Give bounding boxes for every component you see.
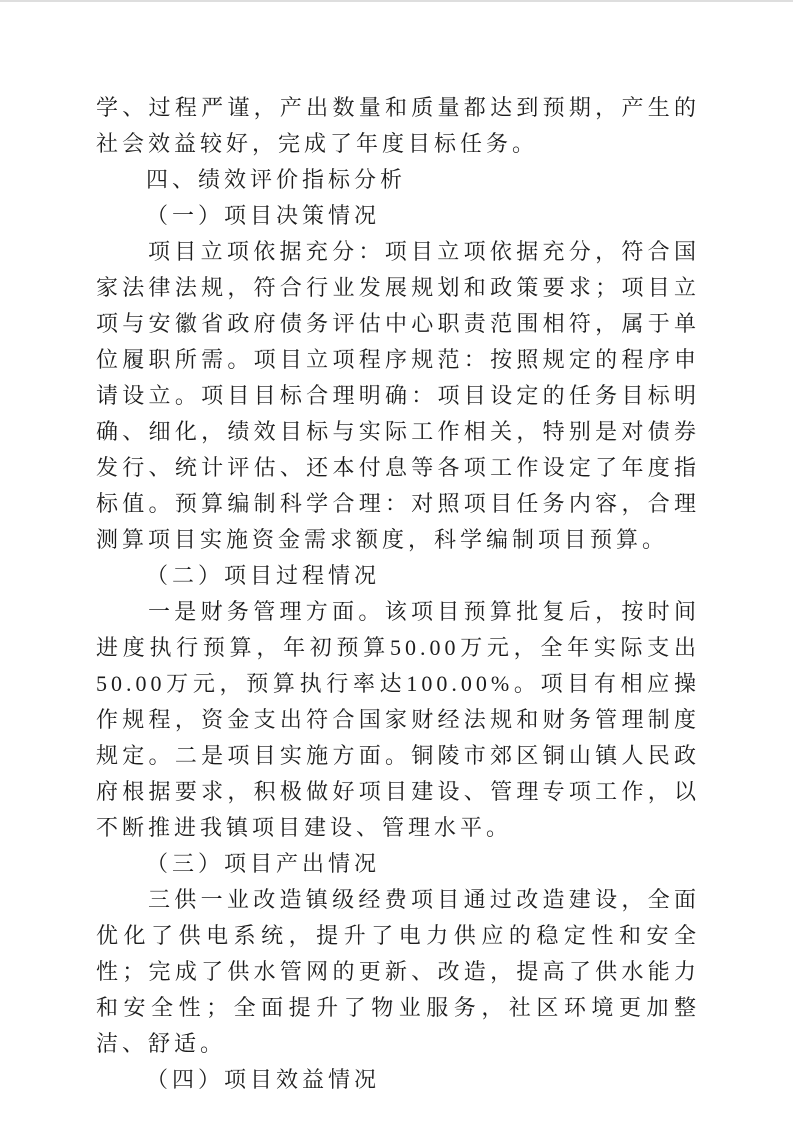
paragraph-project-process: 一是财务管理方面。该项目预算批复后，按时间进度执行预算，年初预算50.00万元，全年实际支出50.00万元，预算执行率达100.00%。项目有相应操作规程，资金支出符合国家财经法规和财务管理制度规定。二是项目实施方面。铜陵市郊区铜山镇人民政府根据要求，积极做好项目建设、管理专项工作，以不断推进我镇项目建设、管理水平。: [96, 599, 700, 840]
paragraph-project-decision: 项目立项依据充分：项目立项依据充分，符合国家法律法规，符合行业发展规划和政策要求；项目立项与安徽省政府债务评估中心职责范围相符，属于单位履职所需。项目立项程序规范：按照规定的程序申请设立。项目目标合理明确：项目设定的任务目标明确、细化，绩效目标与实际工作相关，特别是对债券发行、统计评估、还本付息等各项工作设定了年度指标值。预算编制科学合理：对照项目任务内容，合理测算项目实施资金需求额度，科学编制项目预算。: [96, 239, 700, 552]
subsection-heading-project-benefit: （四）项目效益情况: [146, 1067, 381, 1092]
subsection-heading-project-decision: （一）项目决策情况: [146, 203, 381, 228]
paragraph-project-output: 三供一业改造镇级经费项目通过改造建设，全面优化了供电系统，提升了电力供应的稳定性和安全性；完成了供水管网的更新、改造，提高了供水能力和安全性；全面提升了物业服务，社区环境更加整洁、舒适。: [96, 887, 700, 1056]
paragraph-continuation: 学、过程严谨，产出数量和质量都达到预期，产生的社会效益较好，完成了年度目标任务。: [96, 95, 700, 156]
subsection-heading-project-output: （三）项目产出情况: [146, 851, 381, 876]
section-heading-performance-indicator-analysis: 四、绩效评价指标分析: [146, 167, 407, 192]
subsection-heading-project-process: （二）项目过程情况: [146, 563, 381, 588]
